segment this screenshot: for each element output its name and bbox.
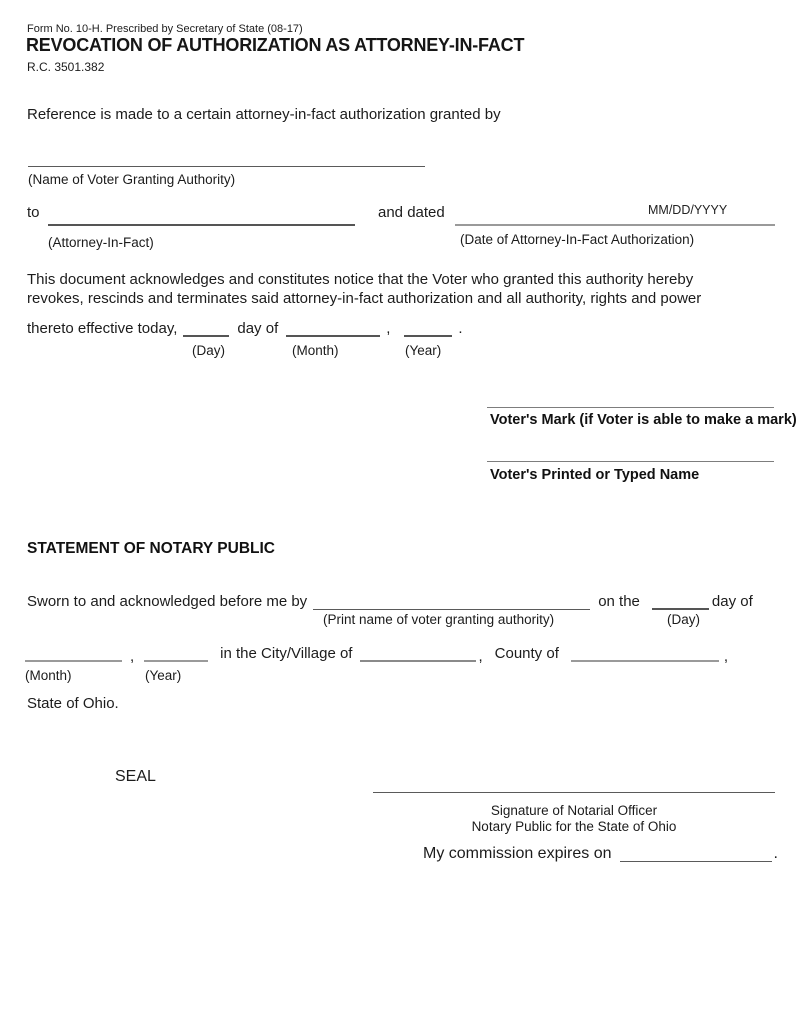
county-field[interactable] <box>571 648 719 662</box>
seal-text: SEAL <box>115 768 156 785</box>
commission-date-field[interactable] <box>620 847 772 862</box>
notary-voter-name-field[interactable] <box>313 596 590 610</box>
notary-location-sentence <box>25 645 729 665</box>
voter-name-field-label: (Name of Voter Granting Authority) <box>28 172 236 187</box>
notary-day-field-label: (Day) <box>667 612 700 627</box>
to-text: to <box>27 204 40 221</box>
city-village-field[interactable] <box>360 648 476 662</box>
comma-separator: , <box>478 648 483 665</box>
and-dated-text: and dated <box>378 204 445 221</box>
day-field-label: (Day) <box>192 343 225 358</box>
voters-mark-label: Voter's Mark (if Voter is able to make a mark) <box>490 412 797 428</box>
date-format-hint: MM/DD/YYYY <box>648 203 728 217</box>
month-field-label: (Month) <box>292 343 339 358</box>
page-title: REVOCATION OF AUTHORIZATION AS ATTORNEY-IN-FACT <box>26 35 525 55</box>
authorization-date-field[interactable] <box>455 209 775 226</box>
notary-year-field[interactable] <box>144 648 208 662</box>
voters-printed-name-label: Voter's Printed or Typed Name <box>490 467 700 483</box>
state-of-ohio-text: State of Ohio. <box>27 695 119 712</box>
effective-year-field[interactable] <box>404 323 452 337</box>
effective-date-sentence <box>27 320 463 337</box>
attorney-in-fact-field-label: (Attorney-In-Fact) <box>48 235 154 250</box>
city-village-text: in the City/Village of <box>220 645 353 662</box>
effective-prefix-text: thereto effective today, <box>27 320 178 337</box>
acknowledgment-paragraph-line: revokes, rescinds and terminates said attorney-in-fact authorization and all authority, rights and power <box>27 290 702 307</box>
reference-sentence: Reference is made to a certain attorney-in-fact authorization granted by <box>27 106 501 123</box>
period-text: . <box>773 845 778 862</box>
statute-reference-text: R.C. 3501.382 <box>27 60 105 74</box>
comma-separator: , <box>723 648 729 665</box>
year-field-label: (Year) <box>405 343 442 358</box>
sworn-sentence <box>27 593 753 610</box>
voter-name-field[interactable] <box>28 150 425 167</box>
attorney-in-fact-field[interactable] <box>48 209 355 226</box>
on-the-text: on the <box>598 593 640 610</box>
day-of-text: day of <box>237 320 279 337</box>
commission-expires-text: My commission expires on <box>423 845 612 862</box>
day-of-text: day of <box>711 593 753 610</box>
acknowledgment-paragraph-line: This document acknowledges and constitutes notice that the Voter who granted this authority hereby <box>27 271 694 288</box>
voters-mark-field[interactable] <box>487 392 774 408</box>
voters-printed-name-field[interactable] <box>487 446 774 462</box>
effective-day-field[interactable] <box>183 323 229 337</box>
notary-year-field-label: (Year) <box>145 668 182 683</box>
signature-officer-label: Signature of Notarial Officer <box>490 803 658 818</box>
comma-separator: , <box>130 648 135 665</box>
sworn-prefix-text: Sworn to and acknowledged before me by <box>27 593 308 610</box>
notary-section-heading: STATEMENT OF NOTARY PUBLIC <box>27 540 275 557</box>
authorization-date-field-label: (Date of Attorney-In-Fact Authorization) <box>460 232 695 247</box>
print-name-field-label: (Print name of voter granting authority) <box>323 612 555 627</box>
county-of-text: County of <box>494 645 559 662</box>
period-text: . <box>458 320 463 337</box>
notary-month-field-label: (Month) <box>25 668 72 683</box>
notary-public-label: Notary Public for the State of Ohio <box>471 819 677 834</box>
commission-sentence <box>423 845 778 863</box>
effective-month-field[interactable] <box>286 323 380 337</box>
notary-month-field[interactable] <box>25 648 122 662</box>
notary-day-field[interactable] <box>652 596 709 610</box>
form-number-text: Form No. 10-H. Prescribed by Secretary of State (08-17) <box>27 23 303 35</box>
comma-separator: , <box>386 320 391 337</box>
notarial-signature-field[interactable] <box>373 775 775 793</box>
